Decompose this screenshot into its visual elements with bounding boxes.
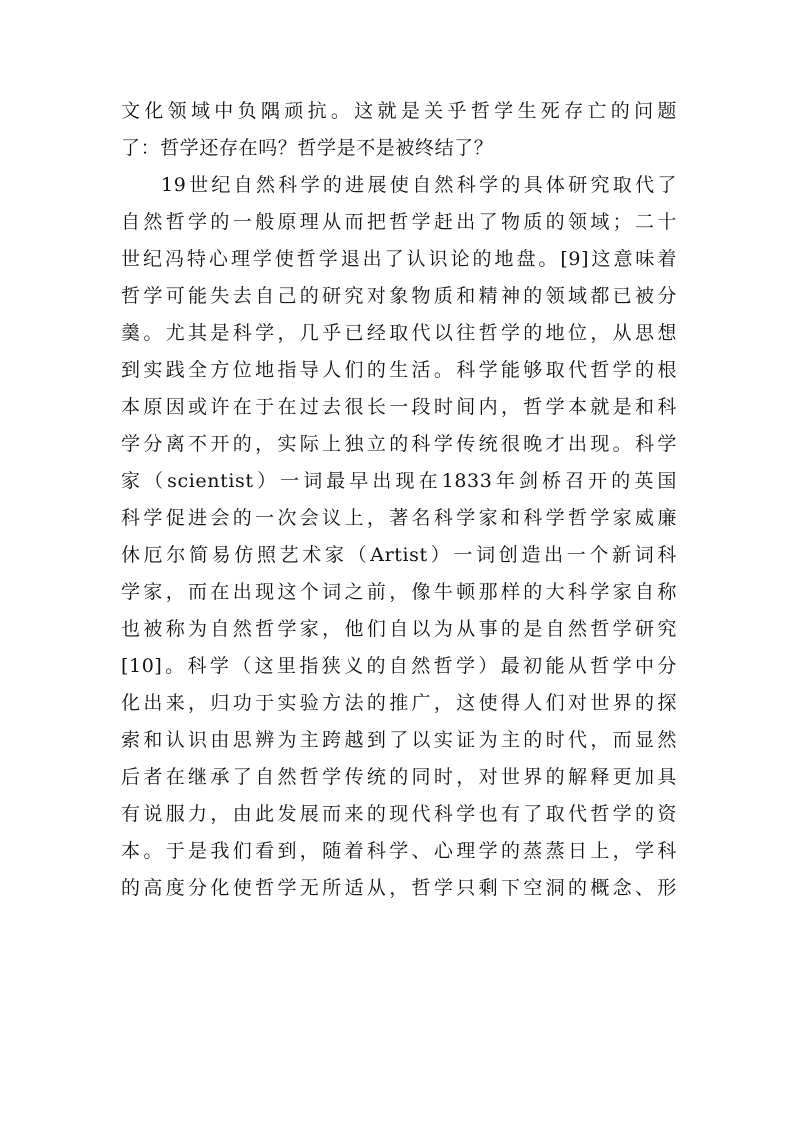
text-line: [10]。科学（这里指狭义的自然哲学）最初能从哲学中分 [121, 655, 677, 677]
text-line: 后者在继承了自然哲学传统的同时，对世界的解释更加具 [121, 766, 677, 788]
text-line: 的高度分化使哲学无所适从，哲学只剩下空洞的概念、形 [121, 877, 677, 899]
text-line: 羹。尤其是科学，几乎已经取代以往哲学的地位，从思想 [121, 322, 677, 344]
text-line: 到实践全方位地指导人们的生活。科学能够取代哲学的根 [121, 359, 677, 381]
text-line: 有说服力，由此发展而来的现代科学也有了取代哲学的资 [121, 803, 677, 825]
text-line: 世纪冯特心理学使哲学退出了认识论的地盘。[9]这意味着 [121, 248, 677, 270]
text-line: 化出来，归功于实验方法的推广，这使得人们对世界的探 [121, 692, 677, 714]
body-text [121, 93, 677, 907]
paragraph-first-line: 19世纪自然科学的进展使自然科学的具体研究取代了 [161, 174, 677, 196]
text-line: 自然哲学的一般原理从而把哲学赶出了物质的领域；二十 [121, 211, 677, 233]
text-line: 文化领域中负隅顽抗。这就是关乎哲学生死存亡的问题 [121, 100, 677, 122]
text-line: 哲学可能失去自己的研究对象物质和精神的领域都已被分 [121, 285, 677, 307]
text-line: 本。于是我们看到，随着科学、心理学的蒸蒸日上，学科 [121, 840, 677, 862]
text-line: 学家，而在出现这个词之前，像牛顿那样的大科学家自称 [121, 581, 677, 603]
text-line: 家（scientist）一词最早出现在1833年剑桥召开的英国 [121, 470, 677, 492]
text-line: 休厄尔简易仿照艺术家（Artist）一词创造出一个新词科 [121, 544, 677, 566]
text-line: 科学促进会的一次会议上，著名科学家和科学哲学家威廉 [121, 507, 677, 529]
text-line: 也被称为自然哲学家，他们自以为从事的是自然哲学研究 [121, 618, 677, 640]
text-line: 索和认识由思辨为主跨越到了以实证为主的时代，而显然 [121, 729, 677, 751]
text-line: 了：哲学还存在吗？哲学是不是被终结了？ [121, 137, 494, 159]
text-line: 学分离不开的，实际上独立的科学传统很晚才出现。科学 [121, 433, 677, 455]
text-line: 本原因或许在于在过去很长一段时间内，哲学本就是和科 [121, 396, 677, 418]
